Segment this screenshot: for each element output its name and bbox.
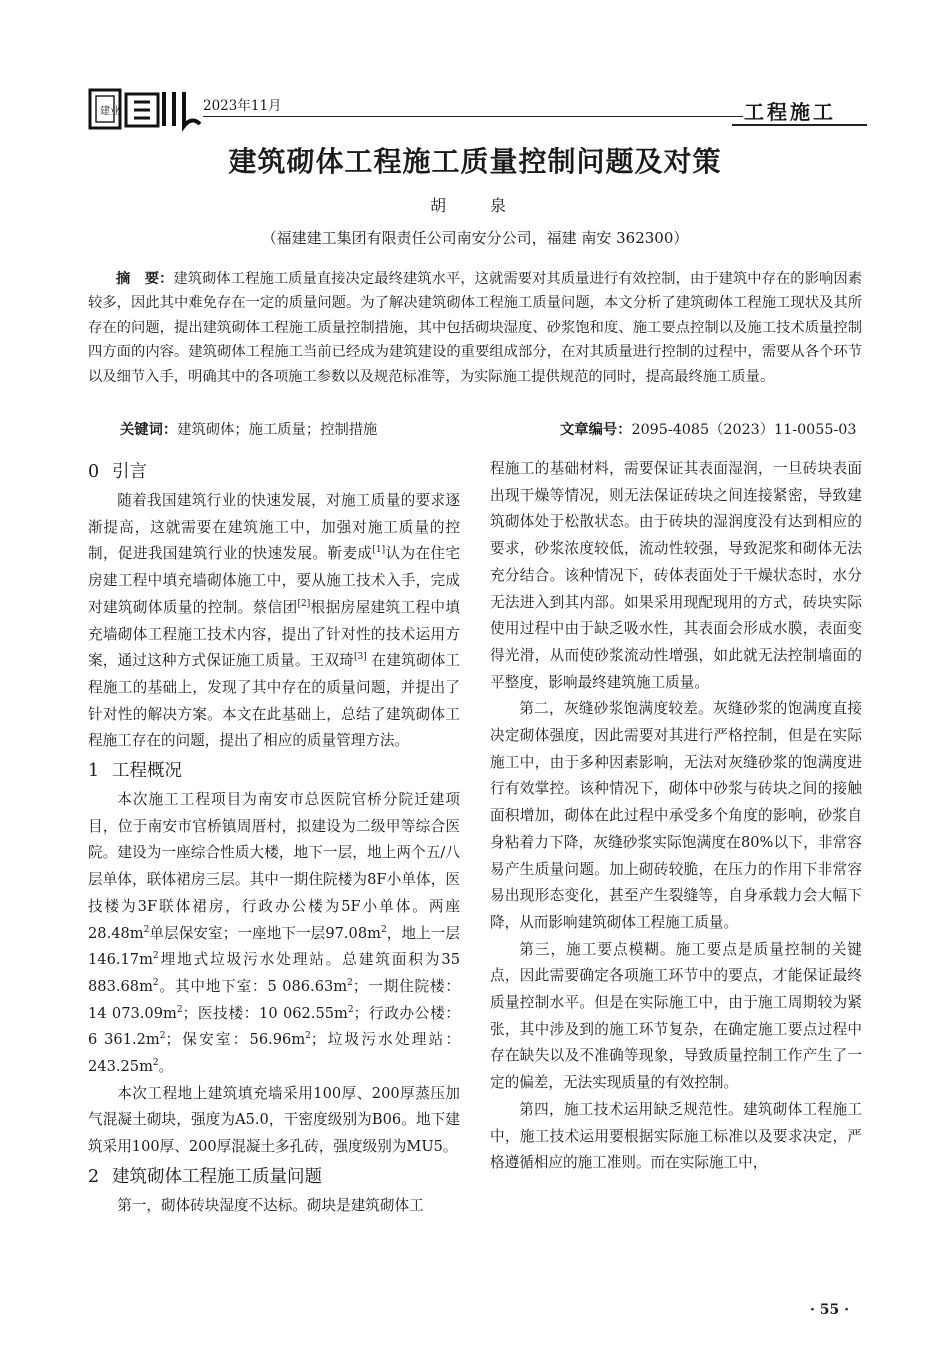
abstract-label: 摘 要： bbox=[116, 271, 174, 287]
section-2-paragraph-3: 第三，施工要点模糊。施工要点是质量控制的关键点，因此需要确定各项施工环节中的要点，才能保证最终质量控制水平。但是在实际施工中，由于施工周期较为紧张，其中涉及到的施工环节复杂，在确定施工要点过程中存在缺失以及不准确等现象，导致质量控制工作产生了一定的偏差，无法实现质量的有效控制。 bbox=[490, 940, 862, 1092]
page-number: · 55 · bbox=[810, 1302, 849, 1318]
journal-logo bbox=[88, 86, 204, 132]
section-2-paragraph-4: 第四，施工技术运用缺乏规范性。建筑砌体工程施工中，施工技术运用要根据实际施工标准以及要求决定，严格遵循相应的施工准则。而在实际施工中， bbox=[490, 1100, 862, 1172]
keywords-text: 建筑砌体；施工质量；控制措施 bbox=[177, 422, 378, 438]
section-2-heading: 2 建筑砌体工程施工质量问题 bbox=[88, 1166, 322, 1187]
section-tag-underline bbox=[732, 124, 867, 126]
section-2-paragraph-1-cont: 程施工的基础材料，需要保证其表面湿润，一旦砖块表面出现干燥等情况，则无法保证砖块之间连接紧密，导致建筑砌体处于松散状态。由于砖块的湿润度没有达到相应的要求，砂浆浓度较低，流动性较强，导致泥浆和砌体无法充分结合。该种情况下，砖体表面处于干燥状态时，水分无法进入到其内部。如果采用现配现用的方式，砖块实际使用过程中由于缺乏吸水性，其表面会形成水膜，表面变得光滑，从而使砂浆流动性增强，如此就无法控制墙面的平整度，影响最终建筑施工质量。 bbox=[490, 460, 862, 691]
right-column bbox=[490, 456, 862, 1177]
left-column bbox=[88, 456, 460, 1220]
abstract bbox=[88, 267, 862, 389]
keywords-label: 关键词： bbox=[120, 422, 178, 438]
header-rule bbox=[203, 116, 743, 117]
issue-date: 2023年11月 bbox=[203, 98, 282, 114]
logo-text: 建业 bbox=[100, 106, 120, 117]
article-number-label: 文章编号： bbox=[560, 422, 632, 438]
section-0-paragraph: 随着我国建筑行业的快速发展，对施工质量的要求逐渐提高，这就需要在建筑施工中，加强对施工质量的控制，促进我国建筑行业的快速发展。靳麦成[1]认为在住宅房建工程中填充墙砌体施工中，要从施工技术入手，完成对建筑砌体质量的控制。蔡信团[2]根据房屋建筑工程中填充墙砌体工程施工技术内容，提出了针对性的技术运用方案，通过这种方式保证施工质量。王双琦[3] 在建筑砌体工程施工的基础上，发现了其中存在的质量问题，并提出了针对性的解决方案。本文在此基础上，总结了建筑砌体工程施工存在的问题，提出了相应的质量管理方法。 bbox=[88, 492, 460, 750]
ref-2[interactable]: [2] bbox=[297, 598, 311, 609]
article-title: 建筑砌体工程施工质量控制问题及对策 bbox=[228, 145, 722, 178]
author-affiliation: （福建建工集团有限责任公司南安分公司，福建 南安 362300） bbox=[261, 229, 689, 247]
article-number bbox=[560, 419, 857, 439]
section-2-paragraph-1: 第一，砌体砖块湿度不达标。砌块是建筑砌体工 bbox=[117, 1196, 424, 1214]
ref-3[interactable]: [3] bbox=[353, 652, 367, 663]
keywords bbox=[120, 419, 377, 439]
section-1-paragraph-2: 本次工程地上建筑填充墙采用100厚、200厚蒸压加气混凝土砌块，强度为A5.0，干密度级别为B06。地下建筑采用100厚、200厚混凝土多孔砖，强度级别为MU5。 bbox=[88, 1084, 460, 1156]
section-0-heading: 0 引言 bbox=[88, 462, 147, 482]
section-1-paragraph-1: 本次施工工程项目为南安市总医院官桥分院迁建项目，位于南安市官桥镇周厝村，拟建设为二级甲等综合医院。建设为一座综合性质大楼，地下一层，地上两个五/八层单体，联体裙房三层。其中一期住院楼为8F小单体，医技楼为3F联体裙房，行政办公楼为5F小单体。两座$28.48m^2$单层保安室；一座地下一层$97.08m^2$，地上一层$146.17m^2$埋地式垃圾污水处理站。总建筑面积为35 $883.68m^2$。其中地下室：5 $086.63m^2$；一期住院楼：14 $073.09m^2$；医技楼：10 $062.55m^2$；行政办公楼：6 $361.2m^2$；保安室：$56.96m^2$；垃圾污水处理站：$243.25m^2$。 bbox=[88, 791, 460, 1076]
section-2-paragraph-2: 第二，灰缝砂浆饱满度较差。灰缝砂浆的饱满度直接决定砌体强度，因此需要对其进行严格控制，但是在实际施工中，由于多种因素影响，无法对灰缝砂浆的饱满度进行有效掌控。该种情况下，砌体中砂浆与砖块之间的接触面积增加，砌体在此过程中承受多个角度的影响，砂浆自身粘着力下降，灰缝砂浆实际饱满度在80%以下，非常容易产生质量问题。加上砌砖较脆，在压力的作用下非常容易出现形态变化，甚至产生裂缝等，自身承载力会大幅下降，从而影响建筑砌体工程施工质量。 bbox=[490, 700, 862, 931]
ref-1[interactable]: [1] bbox=[372, 545, 386, 556]
author-name: 胡 泉 bbox=[429, 196, 520, 215]
section-tag: 工程施工 bbox=[744, 100, 836, 124]
article-number-value: 2095-4085（2023）11-0055-03 bbox=[631, 422, 857, 438]
section-1-heading: 1 工程概况 bbox=[88, 761, 182, 782]
abstract-text: 建筑砌体工程施工质量直接决定最终建筑水平，这就需要对其质量进行有效控制，由于建筑中存在的影响因素较多，因此其中难免存在一定的质量问题。为了解决建筑砌体工程施工质量问题，本文分析了建筑砌体工程施工现状及其所存在的问题，提出建筑砌体工程施工质量控制措施，其中包括砌块湿度、砂浆饱和度、施工要点控制以及施工技术质量控制四方面的内容。建筑砌体工程施工当前已经成为建筑建设的重要组成部分，在对其质量进行控制的过程中，需要从各个环节以及细节入手，明确其中的各项施工参数以及规范标准等，为实际施工提供规范的同时，提高最终施工质量。 bbox=[88, 271, 862, 385]
